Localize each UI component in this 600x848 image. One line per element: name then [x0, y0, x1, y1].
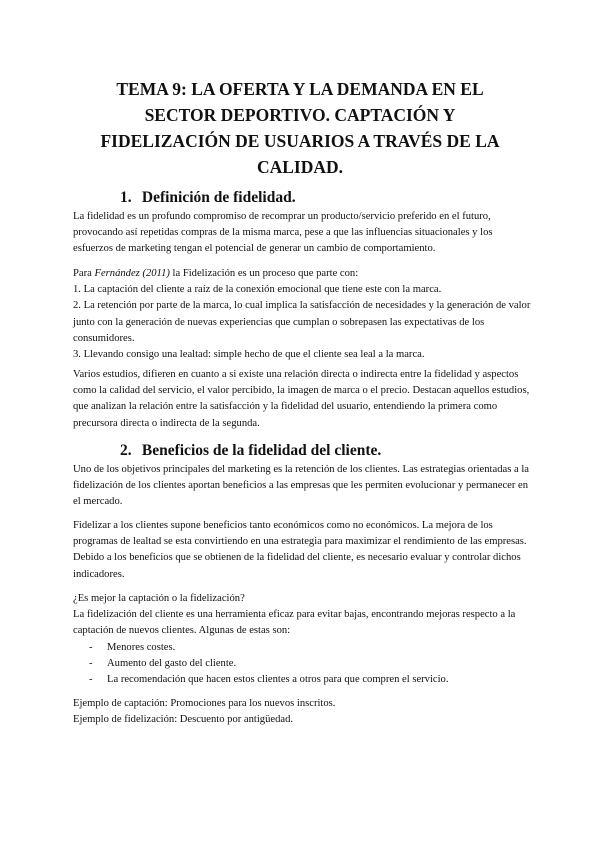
section-2-benefits	[73, 518, 533, 583]
list-item	[73, 672, 533, 688]
process-step-1: 1. La captación del cliente a raíz de la conexión emocional que tiene este con la marca.	[73, 284, 442, 296]
section-1-number: 1.	[120, 189, 132, 206]
section-1-heading	[120, 188, 296, 208]
process-step-2: 2. La retención por parte de la marca, lo cual implica la satisfacción de necesidades y la generación de valor junto con la generación de nuevas experiencias que cumplan o sobrepasen las expectativas de los consumidores.	[73, 300, 531, 344]
objectives-paragraph: Uno de los objetivos principales del marketing es la retención de los clientes. Las estrategias orientadas a la fidelización de los clientes aportan beneficios a las empresas que les permiten evolucionar y permanecer en el mercado.	[73, 464, 529, 508]
section-2-title: Beneficios de la fidelidad del cliente.	[141, 442, 382, 459]
section-2-comparison	[73, 591, 533, 688]
process-step-3: 3. Llevando consigo una lealtad: simple hecho de que el cliente sea leal a la marca.	[73, 349, 425, 361]
benefits-paragraph: Fidelizar a los clientes supone beneficios tanto económicos como no económicos. La mejora de los programas de lealtad se esta convirtiendo en una estrategia para maximizar el rendimiento de las empresas. Debido a los beneficios que se obtienen de la fidelidad del cliente, es necesario evaluar y controlar dichos indicadores.	[73, 520, 527, 580]
document-title: TEMA 9: LA OFERTA Y LA DEMANDA EN EL SECTOR DEPORTIVO. CAPTACIÓN Y FIDELIZACIÓN DE USUARIOS A TRAVÉS DE LA CALIDAD.	[100, 79, 500, 177]
list-item-text: Menores costes.	[107, 641, 176, 653]
comparison-question: ¿Es mejor la captación o la fidelización?	[73, 593, 245, 604]
citation: Fernández (2011)	[94, 268, 170, 279]
process-intro	[73, 266, 533, 282]
section-2-objectives	[73, 462, 533, 511]
section-2-number: 2.	[120, 442, 132, 459]
benefits-list	[73, 640, 533, 689]
process-intro-pre: Para	[73, 268, 95, 279]
section-2-examples	[73, 696, 533, 728]
studies-paragraph: Varios estudios, difieren en cuanto a si existe una relación directa o indirecta entre la fidelidad y aspectos como la calidad del servicio, el valor percibido, la imagen de marca o el precio. Destacan aquellos estudios, que analizan la relación entre la satisfacción y la fidelidad del usuario, entendiendo la primera como precursora directa o indirecta de la segunda.	[73, 369, 530, 429]
list-item	[73, 656, 533, 672]
bullet-dash: -	[89, 641, 93, 653]
section-2-heading	[120, 441, 381, 461]
list-item-text: Aumento del gasto del cliente.	[107, 657, 237, 669]
list-item	[73, 640, 533, 656]
bullet-dash: -	[89, 674, 93, 686]
bullet-dash: -	[89, 657, 93, 669]
section-1-studies	[73, 367, 533, 432]
section-1-process	[73, 266, 533, 363]
example-fidelizacion: Ejemplo de fidelización: Descuento por antigüedad.	[73, 714, 294, 726]
section-1-definition	[73, 209, 533, 258]
section-1-title: Definición de fidelidad.	[141, 189, 296, 206]
example-captacion: Ejemplo de captación: Promociones para los nuevos inscritos.	[73, 698, 336, 709]
process-intro-post: la Fidelización es un proceso que parte con:	[169, 268, 359, 279]
definition-paragraph: La fidelidad es un profundo compromiso de recomprar un producto/servicio preferido en el futuro, provocando así repetidas compras de la misma marca, pese a que las influencias situacionales y los esfuerzos de marketing tengan el potencial de generar un cambio de comportamiento.	[73, 211, 493, 255]
comparison-answer: La fidelización del cliente es una herramienta eficaz para evitar bajas, encontrando mejoras respecto a la captación de nuevos clientes. Algunas de estas son:	[73, 609, 516, 637]
list-item-text: La recomendación que hacen estos clientes a otros para que compren el servicio.	[107, 674, 449, 686]
